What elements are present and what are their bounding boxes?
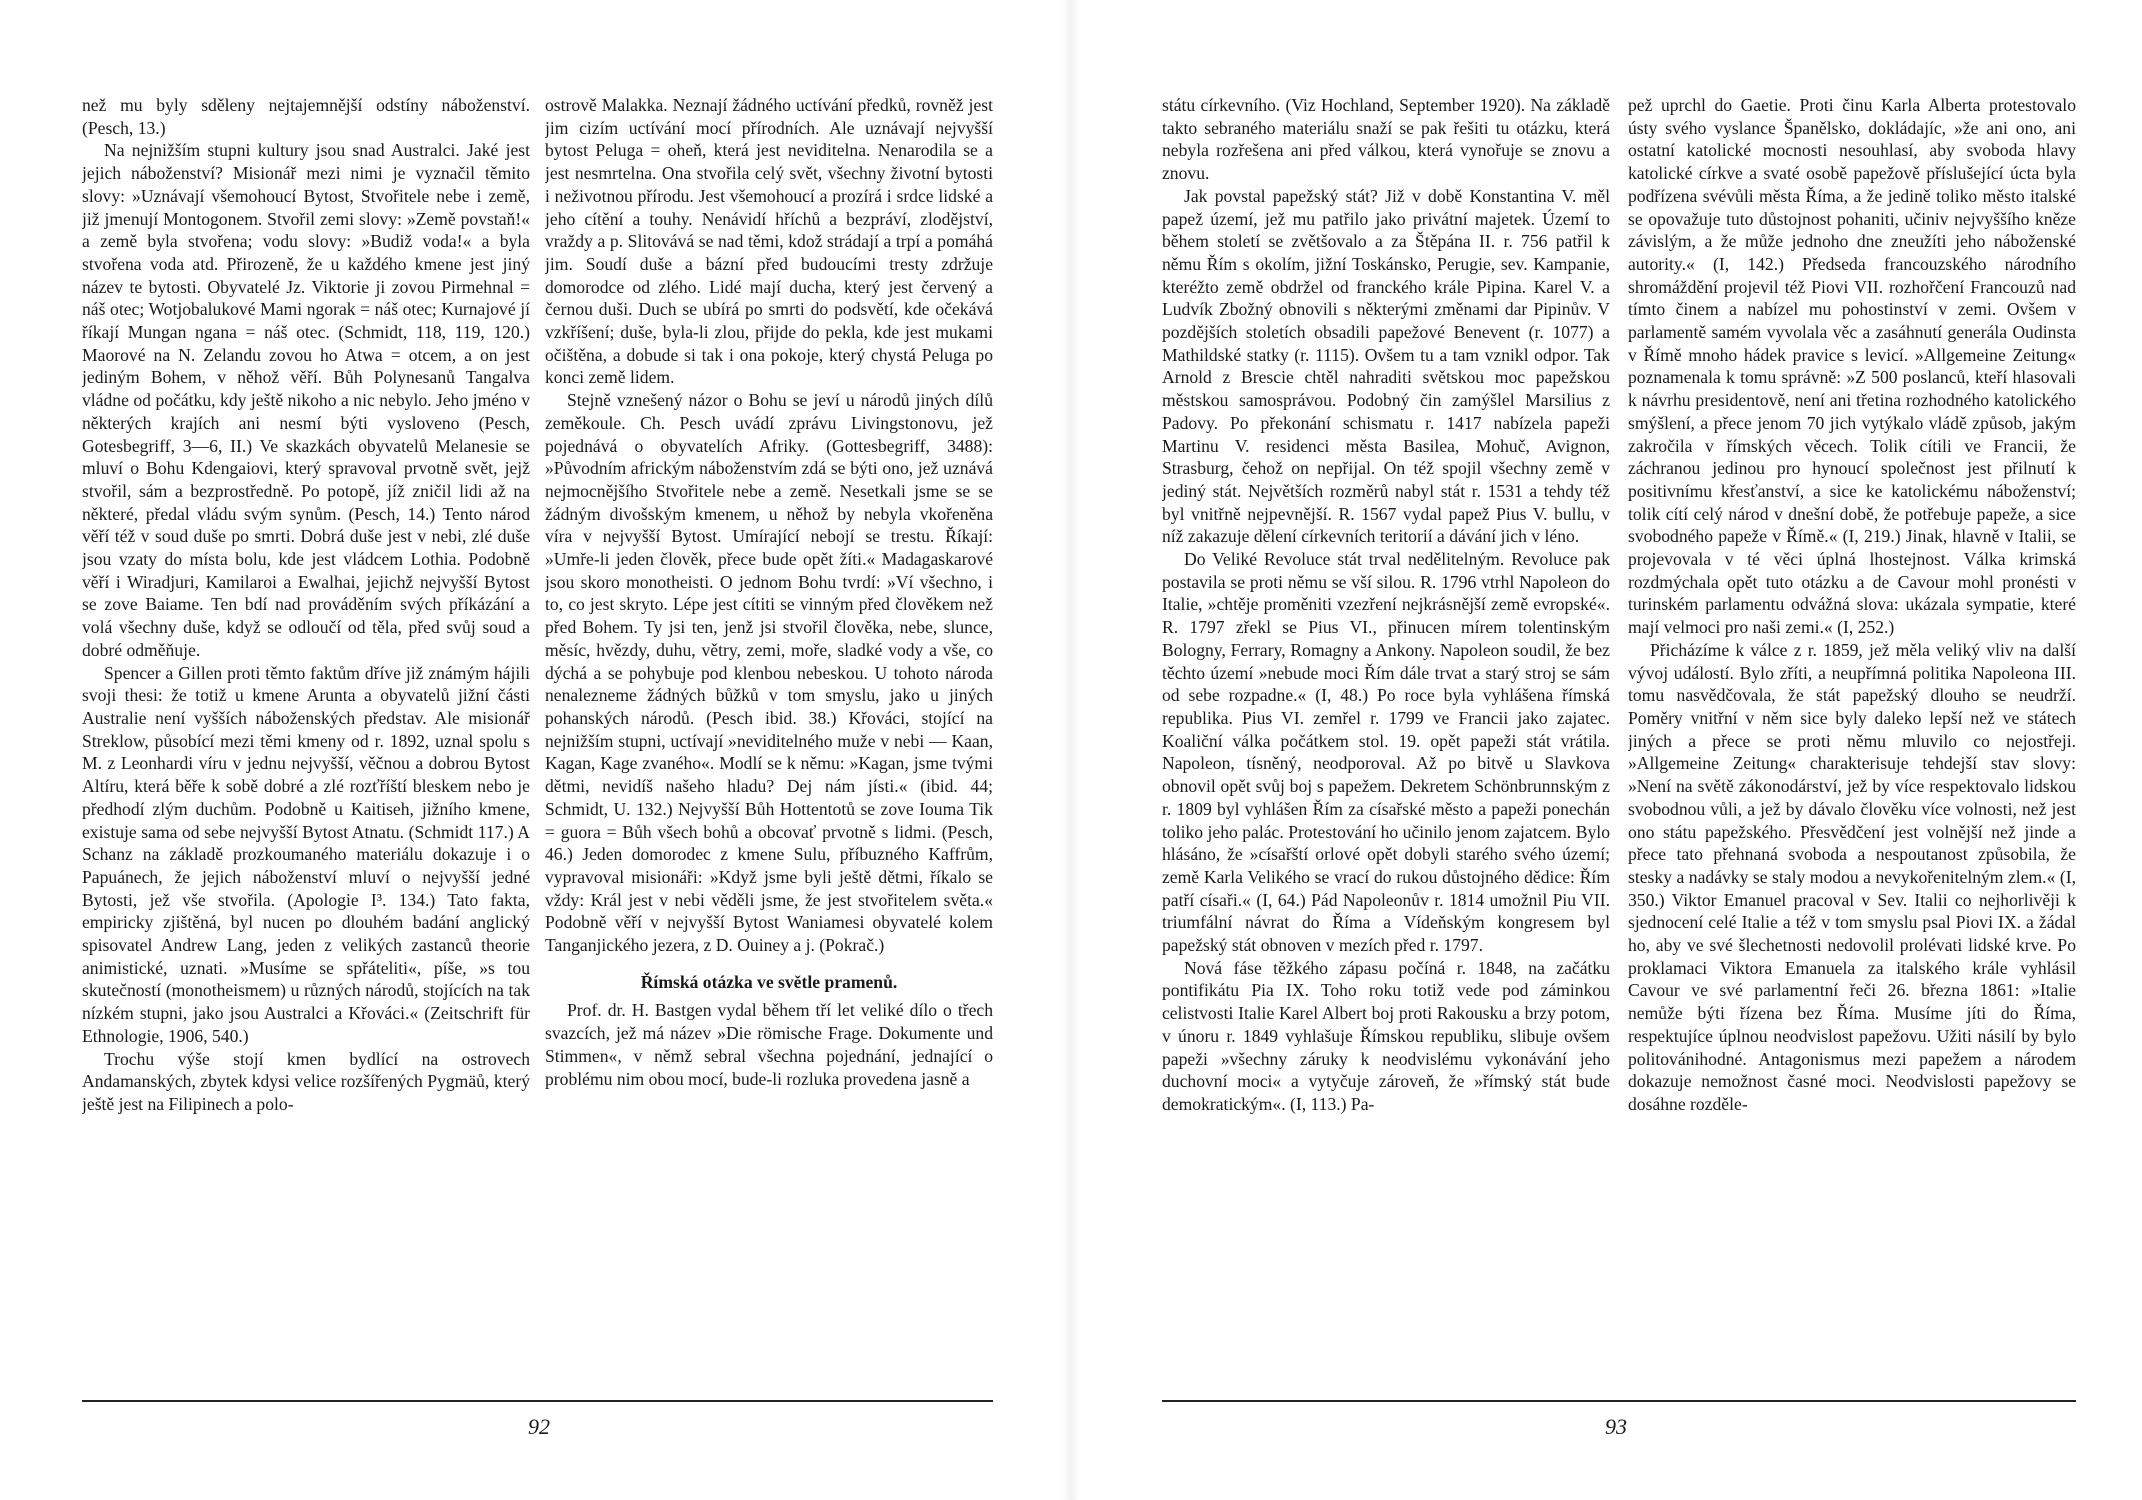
- paragraph: Trochu výše stojí kmen bydlící na ostrovech Andamanských, zbytek kdysi velice rozšířených Pygmäů, který ještě jest na Filipinech a polo-: [82, 1048, 530, 1114]
- paragraph: ostrově Malakka. Neznají žádného uctívání předků, rovněž jest jim cizím uctívání mocí přírodních. Ale uznávají nejvyšší bytost Peluga = oheň, která jest neviditelna. Nenarodila se a jest nesmrtelna. Ona stvořila celý svět, všechny životní bytosti i neživotnou přírodu. Jest všemohoucí a prozírá i srdce lidské a jeho cítění a touhy. Nenávidí hříchů a bezpráví, zlodějství, vraždy a p. Slitovává se nad těmi, kdož strádají a trpí a pomáhá jim. Soudí duše a bázní před budoucími tresty zdržuje domorodce od zlého. Lidé mají ducha, který jest červený a černou duši. Duch se ubírá po smrti do podsvětí, kde očekává vzkříšení; duše, byla-li zlou, přijde do pekla, kde jest mukami očištěna, a dobude si tak i ona pokoje, který chystá Peluga po konci země lidem.: [545, 95, 993, 388]
- paragraph: pež uprchl do Gaetie. Proti činu Karla Alberta protestovalo ústy svého vyslance Španělsko, dokládajíc, »že ani ono, ani ostatní katolické mocnosti nesouhlasí, aby svoboda hlavy katolické církve a svaté osobě papežově příslušející úcta byla podřízena svévůli města Říma, a že jedině toliko město italské se opovažuje tuto důstojnost pohaniti, učiniv nejvyššího kněze závislým, a že může jednoho dne zneužíti jeho náboženské autority.« (I, 142.) Předseda francouzského národního shromáždění projevil též Piovi VII. rozhořčení Francouzů nad tímto činem a nabízel mu pohostinství v zemi. Ovšem v parlamentě samém vyvolala věc a zasáhnutí generála Oudinsta v Římě mnoho hádek pravice s levicí. »Allgemeine Zeitung« poznamenala k tomu správně: »Z 500 poslanců, kteří hlasovali k návrhu presidentově, není ani třetina rozhodného katolického smýšlení, a přece jenom 70 jich vytýkalo vládě způsob, jakým zakročila v římských věcech. Tolik cítili ve Francii, že záchranou jedinou pro hynoucí společnost jest přilnutí k positivnímu křesťanství, a sice ke katolickému náboženství; tolik cítí celý národ v dnešní době, že potřebuje papeže, a sice svobodného papeže v Římě.« (I, 219.) Jinak, hlavně v Italii, se projevovala v té věci úplná lhostejnost. Válka krimská rozdmýchala opět tuto otázku a de Cavour mohl pronésti v turinském parlamentu odvážná slova: ukázala sympatie, které mají velmoci pro naši zemi.« (I, 252.): [1628, 95, 2076, 638]
- paragraph: než mu byly sděleny nejtajemnější odstíny náboženství. (Pesch, 13.): [82, 95, 530, 138]
- right-page-column-2: [1628, 94, 2076, 1404]
- left-page-column-1: [82, 94, 530, 1404]
- footer-rule-right: [1162, 1400, 2076, 1402]
- paragraph: Prof. dr. H. Bastgen vydal během tří let veliké dílo o třech svazcích, jež má název »Die römische Frage. Dokumente und Stimmen«, v němž sebral všechna pojednání, jednající o problému nim obou mocí, bude-li rozluka provedena jasně a: [545, 1000, 993, 1089]
- paragraph: Spencer a Gillen proti těmto faktům dříve již známým hájili svoji thesi: že totiž u kmene Arunta a obyvatelů jižní části Australie není vyšších náboženských představ. Ale misionář Streklow, působící mezi těmi kmeny od r. 1892, uznal spolu s M. z Leonhardi víru v jednu nejvyšší, věčnou a dobrou Bytost Altíru, která běře k sobě dobré a zlé rozťříští bleskem nebo je předhodí zlým duchům. Podobně u Kaitiseh, jižního kmene, existuje sama od sebe nejvyšší Bytost Atnatu. (Schmidt 117.) A Schanz na základě prozkoumaného materiálu dokazuje i o Papuánech, že jejich náboženství mluví o nejvyšší jedné Bytosti, jež vše stvořila. (Apologie I³. 134.) Tato fakta, empiricky zjištěná, byl nucen po dlouhém badání anglický spisovatel Andrew Lang, jeden z velikých zastanců theorie animistické, uznati. »Musíme se spřáteliti«, píše, »s tou skutečností (monotheismem) u různých národů, stojících na tak nízkém stupni, jako jsou Australci a Křováci.« (Zeitschrift für Ethnologie, 1906, 540.): [82, 662, 530, 1046]
- book-gutter: [1062, 0, 1080, 1500]
- paragraph: Do Veliké Revoluce stát trval nedělitelným. Revoluce pak postavila se proti němu se vší silou. R. 1796 vtrhl Napoleon do Italie, »chtěje proměniti vzezření nejkrásnější země evropské«. R. 1797 zřekl se Pius VI., přinucen mírem tolentinským Bologny, Ferrary, Romagny a Ankony. Napoleon soudil, že bez těchto území »nebude moci Řím dále trvat a starý stroj se sám od sebe rozpadne.« (I, 48.) Po roce byla vyhlášena římská republika. Pius VI. zemřel r. 1799 ve Francii jako zajatec. Koaliční válka počátkem stol. 19. opět papeži stát vrátila. Napoleon, tísněný, neodporoval. Až po bitvě u Slavkova obnovil opět svůj boj s papežem. Dekretem Schönbrunnským z r. 1809 byl vyhlášen Řím za císařské město a papeži ponechán toliko jeho palác. Protestování ho učinilo jenom zajatcem. Bylo hlásáno, že »císařští orlové opět dobyli starého svého území; země Karla Velikého se vrací do rukou důstojného dědice: Řím patří císaři.« (I, 64.) Pád Napoleonův r. 1814 umožnil Piu VII. triumfální návrat do Říma a Vídeňským kongresem byl papežský stát obnoven v mezích před r. 1797.: [1162, 549, 1610, 956]
- paragraph: Přicházíme k válce z r. 1859, jež měla veliký vliv na další vývoj událostí. Bylo zříti, a neupřímná politika Napoleona III. tomu nasvědčovala, že stát papežský dlouho se neudrží. Poměry vnitřní v něm sice byly daleko lepší než ve státech jiných a přece se proti němu mluvilo co nejostřeji. »Allgemeine Zeitung« charakterisuje tehdejší stav slovy: »Není na světě zákonodárství, jež by více respektovalo lidskou svobodnou vůli, a jež by dávalo člověku více volnosti, než jest ono státu papežského. Přesvědčení jest volnější než jinde a přece tato přehnaná svoboda a nespoutanost způsobila, že stesky a nadávky se staly modou a nevykořenitelným zlem.« (I, 350.) Viktor Emanuel pracoval v Sev. Italii co nejhorlivěji k sjednocení celé Italie a též v tom smyslu psal Piovi IX. a žádal ho, aby ve své šlechetnosti nedovolil prolévati lidské krve. Po proklamaci Viktora Emanuela za italského krále vyhlásil Cavour ve své parlamentní řeči 26. března 1861: »Italie nemůže býti řízena bez Říma. Musíme jíti do Říma, respektujíce úplnou neodvislost papežovu. Užiti násilí by bylo politovánihodné. Antagonismus mezi papežem a národem dokazuje nemožnost časné moci. Neodvislosti papežovy se dosáhne rozděle-: [1628, 639, 2076, 1114]
- right-page-column-1: [1162, 94, 1610, 1404]
- left-page-column-2: [545, 94, 993, 1404]
- footer-rule-left: [82, 1400, 993, 1402]
- paragraph: Na nejnižším stupni kultury jsou snad Australci. Jaké jest jejich náboženství? Misionář mezi nimi je vyznačil těmito slovy: »Uznávají všemohoucí Bytost, Stvořitele nebe i země, již jmenují Montogonem. Stvořil zemi slovy: »Země povstaň!« a země byla stvořena; vodu slovy: »Budiž voda!« a byla stvořena voda atd. Přirozeně, že u každého kmene jest jiný název te bytosti. Obyvatelé Jz. Viktorie ji zovou Pirmehnal = náš otec; Wotjobalukové Mami ngorak = náš otec; Kurnajové jí říkají Mungan ngana = náš otec. (Schmidt, 118, 119, 120.) Maorové na N. Zelandu zovou ho Atwa = otcem, a on jest jediným Bohem, v něhož věří. Bůh Polynesanů Tangalva vládne od počátku, kdy ještě nikoho a nic nebylo. Jeho jméno v některých krajích ani nesmí býti vysloveno (Pesch, Gotesbegriff, 3—6, II.) Ve skazkách obyvatelů Melanesie se mluví o Bohu Kdengaiovi, který spravoval prvotně svět, jejž stvořil, sám a bezprostředně. Po potopě, jíž zničil lidi až na některé, předal vládu svým synům. (Pesch, 14.) Tento národ věří též v soud duše po smrti. Dobrá duše jest v nebi, zlé duše jsou vzaty do místa bolu, kde jest vládcem Lothia. Podobně věří i Wiradjuri, Kamilaroi a Ewalhai, jejichž nejvyšší Bytost se zove Baiame. Ten bdí nad prováděním svých příkázání a volá všechny duše, když se odloučí od těla, před svůj soud a dobré odměňuje.: [82, 140, 530, 660]
- paragraph: Stejně vznešený názor o Bohu se jeví u národů jiných dílů zeměkoule. Ch. Pesch uvádí zprávu Livingstonovu, jež pojednává o obyvatelích Afriky. (Gottesbegriff, 3488): »Původním africkým náboženstvím zdá se býti ono, jež uznává nejmocnějšího Stvořitele nebe a země. Nesetkali jsme se se žádným divošským kmenem, u něhož by nebyla vkořeněna víra v nejvyšší Bytost. Umírající nebojí se trestu. Říkají: »Umře-li jeden člověk, přece bude opět žíti.« Madagaskarové jsou skoro monotheisti. O jednom Bohu tvrdí: »Ví všechno, i to, co jest skryto. Lépe jest cítiti se vinným před člověkem než před Bohem. Ty jsi ten, jenž jsi stvořil člověka, nebe, slunce, měsíc, hvězdy, duhu, větry, zemi, moře, sladké vody a vše, co dýchá a se pohybuje pod klenbou nebeskou. U tohoto národa nenalezneme žádných bůžků v tom smyslu, jako u jiných pohanských národů. (Pesch ibid. 38.) Křováci, stojící na nejnižším stupni, uctívají »neviditelného muže v nebi — Kaan, Kagan, Kage zvaného«. Modlí se k němu: »Kagan, jsme tvými dětmi, nevidíš našeho hladu? Dej nám jísti.« (ibid. 44; Schmidt, U. 132.) Nejvyšší Bůh Hottentotů se zove Iouma Tik = guora = Bůh všech bohů a obcovať prvotně s lidmi. (Pesch, 46.) Jeden domorodec z kmene Sulu, příbuzného Kaffrům, vypravoval misionáři: »Když jsme byli ještě dětmi, říkalo se vždy: Král jest v nebi věděli jsme, že jest stvořitelem světa.« Podobně věří v nejvyšší Bytost Waniamesi obyvatelé kolem Tanganjického jezera, z D. Ouiney a j. (Pokrač.): [545, 390, 993, 956]
- page-number-right: 93: [1605, 1414, 1627, 1439]
- page-number-left: 92: [528, 1414, 550, 1439]
- paragraph: Jak povstal papežský stát? Již v době Konstantina V. měl papež území, jež mu patřilo jako privátní majetek. Území to během století se zvětšovalo a za Štěpána II. r. 756 patřil k němu Řím s okolím, jižní Toskánsko, Perugie, sev. Kampanie, kteréžto země obdržel od franckého krále Pipina. Karel V. a Ludvík Zbožný obnovili s některými změnami dar Pipinův. V pozdějších stoletích obsadili papežové Benevent (r. 1077) a Mathildské statky (r. 1115). Ovšem tu a tam vznikl odpor. Tak Arnold z Brescie chtěl nahraditi světskou moc papežskou městskou samosprávou. Podobný čin zamýšlel Marsilius z Padovy. Po překonání schismatu r. 1417 nabízela papeži Martinu V. residenci města Basilea, Mohuč, Avignon, Strasburg, čehož on nepřijal. On též spojil všechny země v jediný stát. Největších rozměrů nabyl stát r. 1531 a tehdy též byl vnitřně nejpevnější. R. 1567 vydal papež Pius V. bullu, v níž zakazuje dělení církevních teritorií a dávání jich v léno.: [1162, 185, 1610, 547]
- paragraph: státu církevního. (Viz Hochland, September 1920). Na základě takto sebraného materiálu snaží se pak řešiti tu otázku, která nebyla rozřešena ani před válkou, která vynořuje se znovu a znovu.: [1162, 95, 1610, 184]
- paragraph: Nová fáse těžkého zápasu počíná r. 1848, na začátku pontifikátu Pia IX. Toho roku totiž vede pod záminkou celistvosti Italie Karel Albert boj proti Rakousku a brzy potom, v únoru r. 1849 vyhlašuje Římskou republiku, slibuje ovšem papeži »všechny záruky k neodvislému vykonávání jeho duchovní moci« a vytyčuje zároveň, že »římský stát bude demokratickým«. (I, 113.) Pa-: [1162, 957, 1610, 1114]
- section-heading: Římská otázka ve světle pramenů.: [640, 971, 898, 992]
